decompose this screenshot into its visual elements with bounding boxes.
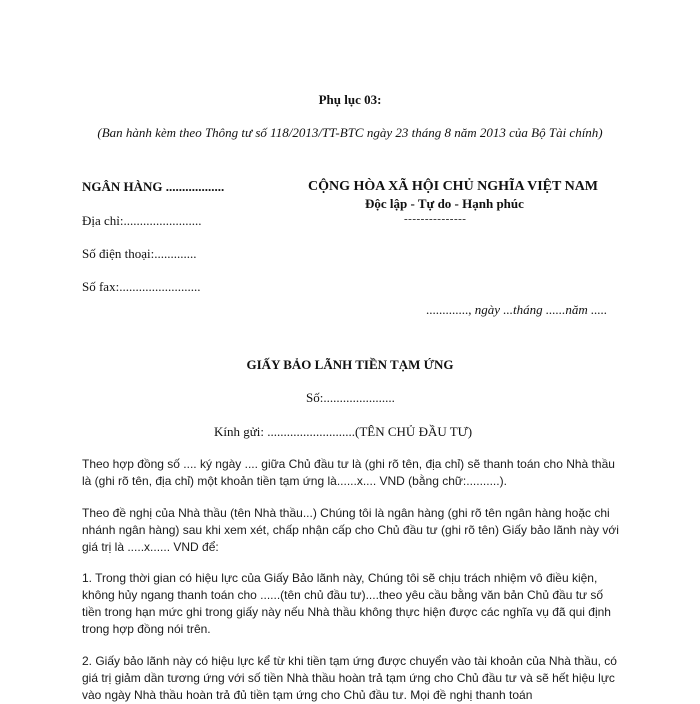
issuance-note: (Ban hành kèm theo Thông tư số 118/2013/TT-BTC ngày 23 tháng 8 năm 2013 của Bộ Tài chính) bbox=[97, 125, 603, 140]
date-place: ............., bbox=[426, 302, 475, 317]
date-value: ngày ...tháng ......năm ..... bbox=[474, 302, 608, 317]
recipient-line: Kính gửi: ...........................(TÊN CHỦ ĐẦU TƯ) bbox=[214, 424, 473, 439]
document-title: GIẤY BẢO LÃNH TIỀN TẠM ỨNG bbox=[246, 357, 454, 372]
body-paragraph-clause-2: 2. Giấy bảo lãnh này có hiệu lực kể từ khi tiền tạm ứng được chuyển vào tài khoản của Nhà thầu, có giá trị giảm dần tương ứng với số tiền Nhà thầu hoàn trả tạm ứng cho Chủ đầu tư và sẽ hết hiệu lực vào ngày Nhà thầu hoàn trả đủ tiền tạm ứng cho Chủ đầu tư. Mọi đề nghị thanh toán bbox=[82, 654, 617, 702]
motto-divider: --------------- bbox=[404, 213, 467, 225]
bank-address: Địa chỉ:........................ bbox=[82, 213, 202, 228]
national-motto: Độc lập - Tự do - Hạnh phúc bbox=[365, 196, 524, 211]
date-line bbox=[426, 302, 607, 318]
bank-fax: Số fax:......................... bbox=[82, 279, 201, 294]
national-title: CỘNG HÒA XÃ HỘI CHỦ NGHĨA VIỆT NAM bbox=[308, 179, 599, 194]
body-paragraph-contract: Theo hợp đồng số .... ký ngày .... giữa Chủ đầu tư là (ghi rõ tên, địa chỉ) sẽ thanh toán cho Nhà thầu là (ghi rõ tên, địa chỉ) một khoản tiền tạm ứng là......x.... VND (bằng chữ:..........). bbox=[82, 457, 615, 488]
body-paragraph-clause-1: 1. Trong thời gian có hiệu lực của Giấy Bảo lãnh này, Chúng tôi sẽ chịu trách nhiệm vô điều kiện, không hủy ngang thanh toán cho ......(tên chủ đầu tư)....theo yêu cầu bằng văn bản Chủ đầu tư số tiền trong hạn mức ghi trong giấy này nếu Nhà thầu không thực hiện được các nghĩa vụ đã qui định trong hợp đồng nói trên. bbox=[82, 571, 611, 636]
document-number: Số:...................... bbox=[306, 390, 395, 405]
appendix-title: Phụ lục 03: bbox=[318, 92, 382, 107]
body-paragraph-request: Theo đề nghị của Nhà thầu (tên Nhà thầu...) Chúng tôi là ngân hàng (ghi rõ tên ngân hàng hoặc chi nhánh ngân hàng) sau khi xem xét, chấp nhận cấp cho Chủ đầu tư (ghi rõ tên) Giấy bảo lãnh này với giá trị là .....x...... VND để: bbox=[82, 506, 619, 554]
bank-phone: Số điện thoại:............. bbox=[82, 246, 197, 261]
bank-name: NGÂN HÀNG .................. bbox=[82, 179, 225, 194]
